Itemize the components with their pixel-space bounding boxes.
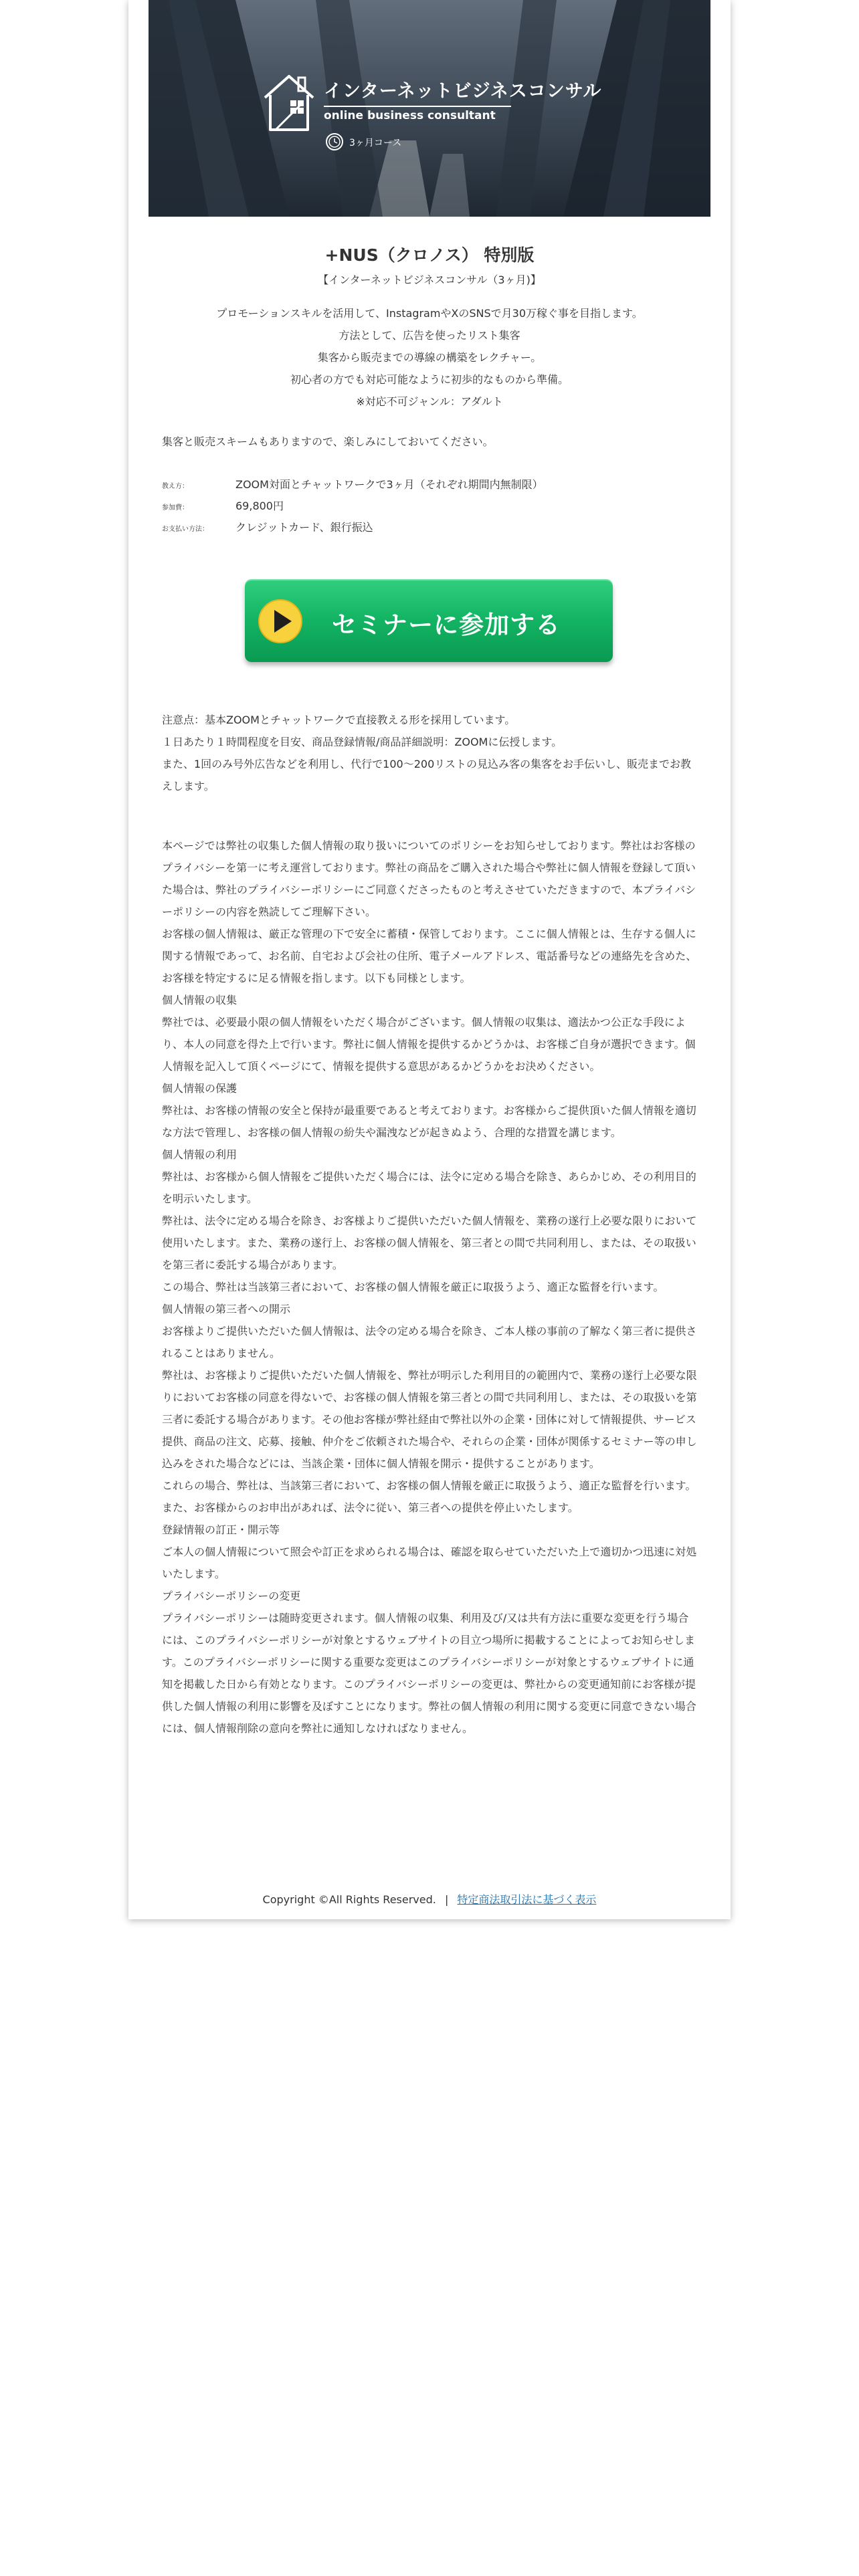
intro-line: プロモーションスキルを活用して、InstagramやXのSNSで月30万稼ぐ事を目指します。 [216,307,643,320]
scheme-note: 集客と販売スキームもありますので、楽しみにしておいてください。 [162,435,494,448]
policy-heading: プライバシーポリシーの変更 [162,1590,301,1602]
product-subtitle: 【インターネットビジネスコンサル（3ヶ月)】 [318,274,541,286]
policy-paragraph: 本ページでは弊社の収集した個人情報の取り扱いについてのポリシーをお知らせしております。弊社はお客様のプライバシーを第一に考え運営しております。弊社の商品をご購入された場合や弊社に個人情報を登録して頂いた場合は、弊社のプライバシーポリシーにご同意くださったものと考えさせていただきますので、本プライバシーポリシーの内容を熟読してご理解下さい。 [162,839,696,918]
policy-paragraph: 弊社は、法令に定める場合を除き、お客様よりご提供いただいた個人情報を、業務の遂行上必要な限りにおいて使用いたします。また、業務の遂行上、お客様の個人情報を、第三者との間で共同利用し、または、その取扱いを第三者に委託する場合があります。 [162,1214,697,1271]
hero-divider [324,106,511,107]
notice-paragraph: １日あたり１時間程度を目安、商品登録情報/商品詳細説明：ZOOMに伝授します。 [162,736,563,748]
policy-paragraph: 弊社は、お客様から個人情報をご提供いただく場合には、法令に定める場合を除き、あらかじめ、その利用目的を明示いたします。 [162,1170,696,1205]
product-title: +NUS（クロノス） 特別版 [324,245,535,265]
clock-icon [325,132,344,151]
hero-title: インターネットビジネスコンサル [324,81,602,102]
footer-separator: | [444,1893,449,1906]
hero-banner [149,0,710,217]
policy-paragraph: プライバシーポリシーは随時変更されます。個人情報の収集、利用及び/又は共有方法に重要な変更を行う場合には、このプライバシーポリシーが対象とするウェブサイトの目立つ場所に掲載することによってお知らせします。このプライバシーポリシーに関する重要な変更はこのプライバシーポリシーが対象とするウェブサイトに通知を掲載した日から有効となります。このプライバシーポリシーの変更は、弊社からの変更通知前にお客様が提供した個人情報の利用に影響を及ぼすことになります。弊社の個人情報の利用に関する変更に同意できない場合には、個人情報削除の意向を弊社に通知しなければなりません。 [162,1612,696,1735]
policy-heading: 個人情報の利用 [162,1148,237,1161]
policy-section [162,709,697,1739]
detail-value: ZOOM対面とチャットワークで3ヶ月（それぞれ期間内無制限） [235,478,543,491]
copyright-text: Copyright ©All Rights Reserved. [262,1893,436,1906]
intro-line: 方法として、広告を使ったリスト集客 [339,329,520,342]
detail-label: 参加費： [162,504,189,512]
hero-subtitle: online business consultant [324,109,496,122]
intro-line: 集客から販売までの導線の構築をレクチャー。 [317,351,542,364]
policy-paragraph: この場合、弊社は当該第三者において、お客様の個人情報を厳正に取扱うよう、適正な監督を行います。 [162,1281,664,1293]
detail-label: お支払い方法： [162,526,209,533]
intro-line: ※対応不可ジャンル：アダルト [356,395,503,408]
intro-line: 初心者の方でも対応可能なように初歩的なものから準備。 [290,373,569,386]
play-icon [257,598,304,645]
detail-value: 69,800円 [235,500,284,512]
house-icon [256,66,322,139]
policy-heading: 個人情報の保護 [162,1082,237,1095]
policy-paragraph: お客様よりご提供いただいた個人情報は、法令の定める場合を除き、ご本人様の事前の了解なく第三者に提供されることはありません。 [162,1325,697,1360]
detail-label: 教え方： [162,483,189,490]
page-card [128,0,731,1919]
policy-paragraph: 弊社は、お客様よりご提供いただいた個人情報を、弊社が明示した利用目的の範囲内で、業務の遂行上必要な限りにおいてお客様の同意を得ないで、お客様の個人情報を第三者との間で共同利用し、または、その取扱いを第三者に委託する場合があります。その他お客様が弊社経由で弊社以外の企業・団体に対して情報提供、サービス提供、商品の注文、応募、接触、仲介をご依頼された場合や、それらの企業・団体が関係するセミナー等の申し込みをされた場合などには、当該企業・団体に個人情報を開示・提供することがあります。 [162,1369,697,1470]
legal-notice-link[interactable]: 特定商法取引法に基づく表示 [457,1893,597,1906]
notice-paragraph: また、1回のみ号外広告などを利用し、代行で100〜200リストの見込み客の集客をお手伝いし、販売までお教えします。 [162,758,691,792]
policy-paragraph: 弊社では、必要最小限の個人情報をいただく場合がございます。個人情報の収集は、適法かつ公正な手段により、本人の同意を得た上で行います。弊社に個人情報を提供するかどうかは、お客様ご自身が選択できます。個人情報を記入して頂くページにて、情報を提供する意思があるかどうかをお決めください。 [162,1016,696,1073]
notice-paragraph: 注意点：基本ZOOMとチャットワークで直接教える形を採用しています。 [162,714,516,726]
join-seminar-label: セミナーに参加する [332,611,561,639]
policy-paragraph: ご本人の個人情報について照会や訂正を求められる場合は、確認を取らせていただいた上で適切かつ迅速に対処いたします。 [162,1545,697,1580]
course-length-badge: 3ヶ月コース [349,138,402,148]
policy-heading: 登録情報の訂正・開示等 [162,1523,280,1536]
join-seminar-button[interactable] [245,579,613,662]
intro-text [128,302,731,413]
spacer [162,797,697,835]
policy-paragraph: お客様の個人情報は、厳正な管理の下で安全に蓄積・保管しております。ここに個人情報とは、生存する個人に関する情報であって、お名前、自宅および会社の住所、電子メールアドレス、電話番号などの連絡先を含めた、お客様を特定するに足る情報を指します。以下も同様とします。 [162,928,697,984]
policy-heading: 個人情報の収集 [162,994,237,1006]
footer [128,1891,731,1907]
detail-value: クレジットカード、銀行振込 [235,521,373,534]
skyscraper-background [149,0,710,217]
policy-paragraph: これらの場合、弊社は、当該第三者において、お客様の個人情報を厳正に取扱うよう、適正な監督を行います。また、お客様からのお申出があれば、法令に従い、第三者への提供を停止いたします。 [162,1479,696,1514]
policy-paragraph: 弊社は、お客様の情報の安全と保持が最重要であると考えております。お客様からご提供頂いた個人情報を適切な方法で管理し、お客様の個人情報の紛失や漏洩などが起きぬよう、合理的な措置を講じます。 [162,1104,696,1139]
policy-heading: 個人情報の第三者への開示 [162,1303,291,1315]
